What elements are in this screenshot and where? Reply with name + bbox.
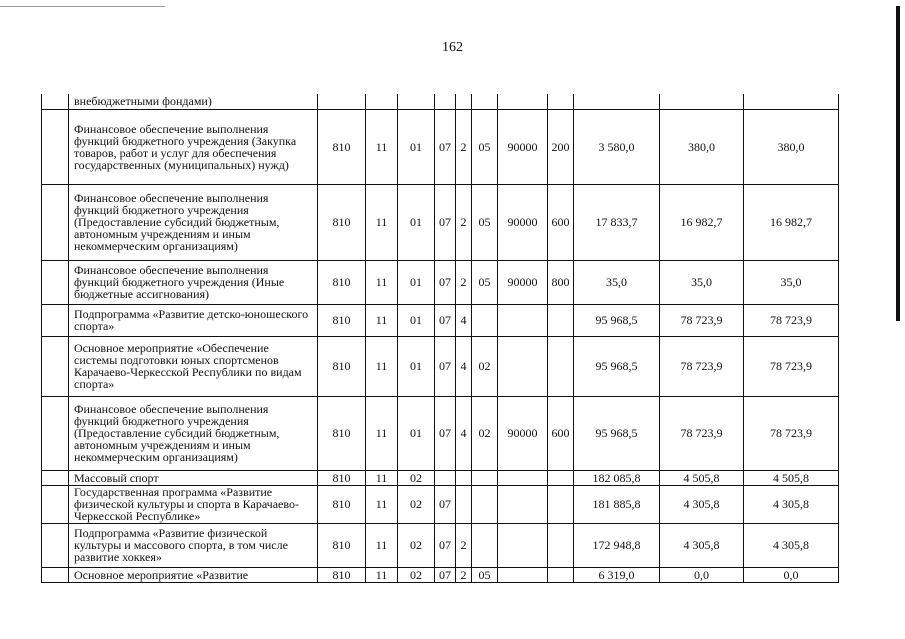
top-rule bbox=[0, 6, 165, 7]
code-subsection bbox=[398, 94, 435, 109]
code-expense-type bbox=[548, 567, 574, 582]
code-section: 11 bbox=[366, 304, 398, 336]
code-section: 11 bbox=[366, 184, 398, 260]
code-program: 07 bbox=[435, 523, 456, 567]
code-program bbox=[435, 94, 456, 109]
code-subprogram: 2 bbox=[456, 109, 472, 184]
amount-year-1: 172 948,8 bbox=[574, 523, 660, 567]
table-row bbox=[42, 94, 839, 109]
code-810: 810 bbox=[318, 396, 366, 470]
amount-year-1 bbox=[574, 94, 660, 109]
table-row bbox=[42, 304, 839, 336]
code-section: 11 bbox=[366, 523, 398, 567]
amount-year-2: 4 505,8 bbox=[660, 470, 744, 485]
code-subsection: 02 bbox=[398, 485, 435, 523]
amount-year-2: 4 305,8 bbox=[660, 485, 744, 523]
code-section: 11 bbox=[366, 567, 398, 582]
item-name: внебюджетными фондами) bbox=[69, 94, 318, 109]
code-program: 07 bbox=[435, 396, 456, 470]
code-direction bbox=[498, 485, 548, 523]
code-direction: 90000 bbox=[498, 184, 548, 260]
amount-year-3: 380,0 bbox=[744, 109, 839, 184]
code-program: 07 bbox=[435, 109, 456, 184]
code-810: 810 bbox=[318, 260, 366, 304]
amount-year-3: 4 505,8 bbox=[744, 470, 839, 485]
table-row bbox=[42, 485, 839, 523]
code-direction: 90000 bbox=[498, 396, 548, 470]
code-expense-type bbox=[548, 485, 574, 523]
code-program bbox=[435, 470, 456, 485]
code-direction bbox=[498, 94, 548, 109]
amount-year-1: 35,0 bbox=[574, 260, 660, 304]
amount-year-3: 78 723,9 bbox=[744, 396, 839, 470]
code-direction bbox=[498, 567, 548, 582]
amount-year-2: 35,0 bbox=[660, 260, 744, 304]
code-section bbox=[366, 94, 398, 109]
table-row bbox=[42, 336, 839, 396]
code-section: 11 bbox=[366, 260, 398, 304]
code-program: 07 bbox=[435, 336, 456, 396]
code-expense-type bbox=[548, 523, 574, 567]
row-number-cell bbox=[42, 184, 69, 260]
row-number-cell bbox=[42, 485, 69, 523]
table-row bbox=[42, 470, 839, 485]
code-810: 810 bbox=[318, 523, 366, 567]
code-program: 07 bbox=[435, 304, 456, 336]
amount-year-2: 78 723,9 bbox=[660, 396, 744, 470]
code-subsection: 01 bbox=[398, 109, 435, 184]
code-810: 810 bbox=[318, 336, 366, 396]
amount-year-1: 181 885,8 bbox=[574, 485, 660, 523]
code-event: 05 bbox=[472, 567, 498, 582]
amount-year-1: 6 319,0 bbox=[574, 567, 660, 582]
code-810: 810 bbox=[318, 109, 366, 184]
amount-year-1: 95 968,5 bbox=[574, 396, 660, 470]
code-section: 11 bbox=[366, 396, 398, 470]
amount-year-2: 4 305,8 bbox=[660, 523, 744, 567]
amount-year-2: 78 723,9 bbox=[660, 304, 744, 336]
amount-year-2: 0,0 bbox=[660, 567, 744, 582]
item-name: Финансовое обеспечение выполнения функций бюджетного учреждения (Иные бюджетные ассигнования) bbox=[69, 260, 318, 304]
row-number-cell bbox=[42, 304, 69, 336]
code-expense-type: 800 bbox=[548, 260, 574, 304]
item-name: Массовый спорт bbox=[69, 470, 318, 485]
code-subprogram: 2 bbox=[456, 567, 472, 582]
item-name: Финансовое обеспечение выполнения функций бюджетного учреждения (Предоставление субсидий бюджетным, автономным учреждениям и иным некоммерческим организациям) bbox=[69, 396, 318, 470]
amount-year-1: 17 833,7 bbox=[574, 184, 660, 260]
code-event: 05 bbox=[472, 260, 498, 304]
row-number-cell bbox=[42, 94, 69, 109]
code-section: 11 bbox=[366, 336, 398, 396]
code-event: 02 bbox=[472, 396, 498, 470]
code-direction bbox=[498, 523, 548, 567]
code-subprogram: 2 bbox=[456, 260, 472, 304]
code-direction: 90000 bbox=[498, 260, 548, 304]
code-810: 810 bbox=[318, 184, 366, 260]
row-number-cell bbox=[42, 470, 69, 485]
code-direction bbox=[498, 470, 548, 485]
code-subsection: 01 bbox=[398, 260, 435, 304]
item-name: Государственная программа «Развитие физической культуры и спорта в Карачаево-Черкесской Республике» bbox=[69, 485, 318, 523]
code-subsection: 02 bbox=[398, 523, 435, 567]
code-event bbox=[472, 485, 498, 523]
code-subsection: 01 bbox=[398, 184, 435, 260]
code-event: 02 bbox=[472, 336, 498, 396]
code-810: 810 bbox=[318, 567, 366, 582]
amount-year-2: 380,0 bbox=[660, 109, 744, 184]
code-subprogram: 4 bbox=[456, 304, 472, 336]
table-row bbox=[42, 567, 839, 582]
code-direction: 90000 bbox=[498, 109, 548, 184]
code-section: 11 bbox=[366, 485, 398, 523]
code-event bbox=[472, 304, 498, 336]
code-expense-type bbox=[548, 470, 574, 485]
amount-year-3: 0,0 bbox=[744, 567, 839, 582]
item-name: Финансовое обеспечение выполнения функций бюджетного учреждения (Закупка товаров, работ и услуг для обеспечения государственных (муниципальных) нужд) bbox=[69, 109, 318, 184]
code-event: 05 bbox=[472, 109, 498, 184]
code-event: 05 bbox=[472, 184, 498, 260]
code-direction bbox=[498, 336, 548, 396]
budget-table bbox=[41, 94, 839, 583]
amount-year-3: 78 723,9 bbox=[744, 336, 839, 396]
amount-year-1: 95 968,5 bbox=[574, 304, 660, 336]
amount-year-1: 95 968,5 bbox=[574, 336, 660, 396]
code-expense-type: 600 bbox=[548, 396, 574, 470]
amount-year-3: 35,0 bbox=[744, 260, 839, 304]
code-event bbox=[472, 470, 498, 485]
item-name: Финансовое обеспечение выполнения функций бюджетного учреждения (Предоставление субсидий бюджетным, автономным учреждениям и иным некоммерческим организациям) bbox=[69, 184, 318, 260]
code-program: 07 bbox=[435, 260, 456, 304]
amount-year-1: 3 580,0 bbox=[574, 109, 660, 184]
row-number-cell bbox=[42, 396, 69, 470]
code-subprogram bbox=[456, 485, 472, 523]
code-expense-type: 200 bbox=[548, 109, 574, 184]
code-section: 11 bbox=[366, 109, 398, 184]
table-row bbox=[42, 260, 839, 304]
row-number-cell bbox=[42, 109, 69, 184]
code-subprogram: 4 bbox=[456, 396, 472, 470]
table-row bbox=[42, 184, 839, 260]
item-name: Основное мероприятие «Развитие bbox=[69, 567, 318, 582]
code-810: 810 bbox=[318, 304, 366, 336]
code-event bbox=[472, 523, 498, 567]
table-row bbox=[42, 523, 839, 567]
code-expense-type bbox=[548, 94, 574, 109]
amount-year-3 bbox=[744, 94, 839, 109]
code-expense-type bbox=[548, 304, 574, 336]
code-program: 07 bbox=[435, 485, 456, 523]
code-subsection: 02 bbox=[398, 567, 435, 582]
amount-year-2: 16 982,7 bbox=[660, 184, 744, 260]
code-810: 810 bbox=[318, 485, 366, 523]
code-subsection: 01 bbox=[398, 304, 435, 336]
code-section: 11 bbox=[366, 470, 398, 485]
code-subsection: 01 bbox=[398, 396, 435, 470]
amount-year-3: 78 723,9 bbox=[744, 304, 839, 336]
row-number-cell bbox=[42, 523, 69, 567]
code-expense-type bbox=[548, 336, 574, 396]
amount-year-3: 16 982,7 bbox=[744, 184, 839, 260]
code-subsection: 01 bbox=[398, 336, 435, 396]
code-direction bbox=[498, 304, 548, 336]
amount-year-2 bbox=[660, 94, 744, 109]
table-row bbox=[42, 109, 839, 184]
code-subprogram bbox=[456, 470, 472, 485]
code-expense-type: 600 bbox=[548, 184, 574, 260]
row-number-cell bbox=[42, 260, 69, 304]
code-subprogram bbox=[456, 94, 472, 109]
code-program: 07 bbox=[435, 567, 456, 582]
code-810 bbox=[318, 94, 366, 109]
amount-year-1: 182 085,8 bbox=[574, 470, 660, 485]
amount-year-2: 78 723,9 bbox=[660, 336, 744, 396]
row-number-cell bbox=[42, 567, 69, 582]
code-subprogram: 4 bbox=[456, 336, 472, 396]
amount-year-3: 4 305,8 bbox=[744, 485, 839, 523]
table-row bbox=[42, 396, 839, 470]
item-name: Основное мероприятие «Обеспечение системы подготовки юных спортсменов Карачаево-Черкесской Республики по видам спорта» bbox=[69, 336, 318, 396]
page-number: 162 bbox=[442, 40, 463, 55]
code-subsection: 02 bbox=[398, 470, 435, 485]
row-number-cell bbox=[42, 336, 69, 396]
code-subprogram: 2 bbox=[456, 523, 472, 567]
code-program: 07 bbox=[435, 184, 456, 260]
item-name: Подпрограмма «Развитие физической культуры и массового спорта, в том числе развитие хоккея» bbox=[69, 523, 318, 567]
code-810: 810 bbox=[318, 470, 366, 485]
code-subprogram: 2 bbox=[456, 184, 472, 260]
amount-year-3: 4 305,8 bbox=[744, 523, 839, 567]
code-event bbox=[472, 94, 498, 109]
item-name: Подпрограмма «Развитие детско-юношеского спорта» bbox=[69, 304, 318, 336]
